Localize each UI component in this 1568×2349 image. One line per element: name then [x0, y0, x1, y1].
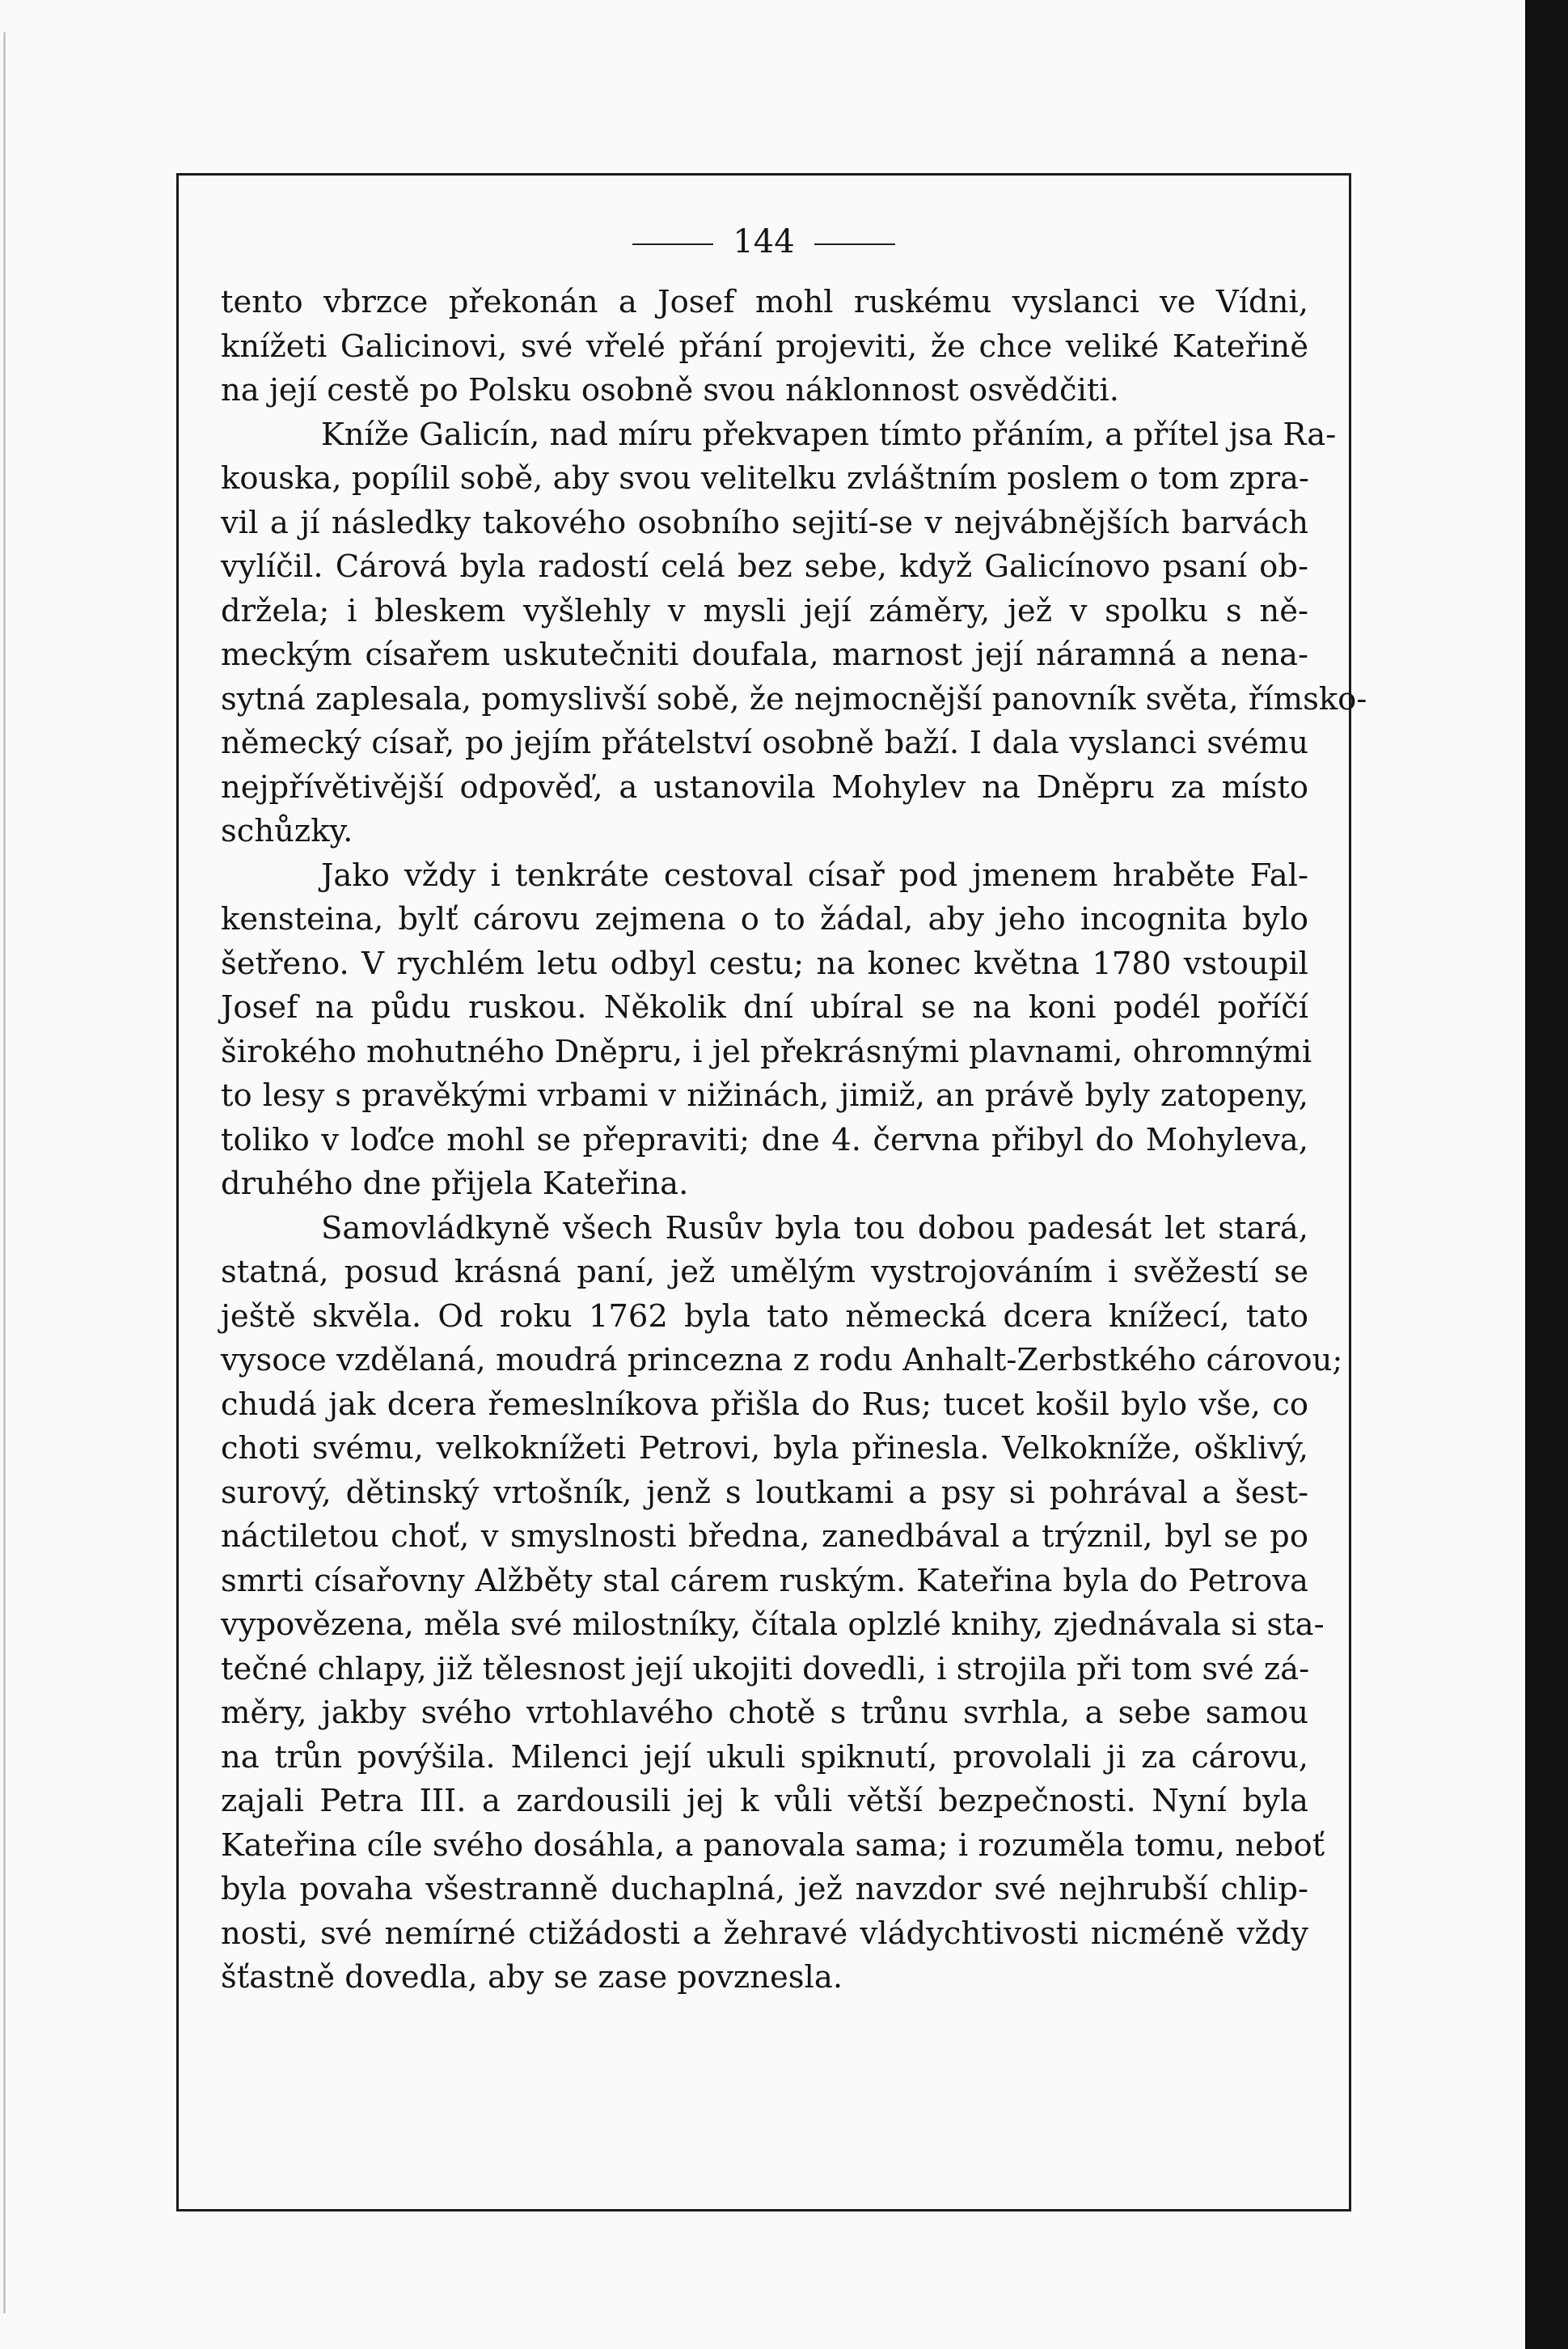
text-line: Kníže Galicín, nad míru překvapen tímto přáním, a přítel jsa Ra-	[321, 416, 1337, 453]
text-line: Jako vždy i tenkráte cestoval císař pod jmenem hraběte Fal-	[321, 857, 1308, 894]
text-line: surový, dětinský vrtošník, jenž s loutkami a psy si pohrával a šest-	[221, 1474, 1308, 1511]
text-line: měry, jakby svého vrtohlavého chotě s trůnu svrhla, a sebe samou	[221, 1695, 1308, 1731]
text-line: druhého dne přijela Kateřina.	[221, 1166, 689, 1202]
text-line: držela; i bleskem vyšlehly v mysli její záměry, jež v spolku s ně-	[221, 592, 1308, 629]
paragraph	[221, 854, 1312, 1207]
text-line: byla povaha všestranně duchaplná, jež navzdor své nejhrubší chlip-	[221, 1871, 1308, 1907]
right-dash	[814, 243, 895, 245]
text-line: Kateřina cíle svého dosáhla, a panovala sama; i rozuměla tomu, neboť	[221, 1826, 1325, 1864]
text-line: Josef na půdu ruskou. Několik dní ubíral se na koni podél poříčí	[221, 989, 1308, 1026]
paragraph	[221, 1207, 1343, 2000]
text-line: vysoce vzdělaná, moudrá princezna z rodu Anhalt-Zerbstkého cárovou;	[221, 1342, 1343, 1378]
left-edge-mark	[3, 32, 6, 2313]
text-line: tečné chlapy, již tělesnost její ukojiti dovedli, i strojila při tom své zá-	[221, 1650, 1310, 1687]
left-dash	[632, 243, 713, 245]
text-line: sytná zaplesala, pomyslivší sobě, že nejmocnější panovník světa, římsko-	[221, 680, 1367, 717]
text-line: zajali Petra III. a zardousili jej k vůli větší bezpečnosti. Nyní byla	[221, 1783, 1308, 1819]
text-line: chudá jak dcera řemeslníkova přišla do Rus; tucet košil bylo vše, co	[221, 1386, 1308, 1423]
body-text	[221, 281, 1367, 2000]
paragraph	[221, 413, 1367, 854]
text-line: smrti císařovny Alžběty stal cárem ruským. Kateřina byla do Petrova	[221, 1562, 1308, 1599]
text-line: meckým císařem uskutečniti doufala, marnost její náramná a nena-	[221, 637, 1308, 673]
text-line: to lesy s pravěkými vrbami v nižinách, jimiž, an právě byly zatopeny,	[221, 1077, 1308, 1114]
text-line: schůzky.	[221, 813, 353, 849]
paragraph	[221, 281, 1308, 413]
text-line: Samovládkyně všech Rusův byla tou dobou padesát let stará,	[321, 1209, 1308, 1246]
text-line: na její cestě po Polsku osobně svou náklonnost osvědčiti.	[221, 372, 1119, 408]
page-number: 144	[733, 223, 795, 260]
text-line: knížeti Galicinovi, své vřelé přání projeviti, že chce veliké Kateřině	[221, 328, 1308, 365]
text-line: nosti, své nemírné ctižádosti a žehravé vládychtivosti nicméně vždy	[221, 1915, 1308, 1952]
text-line: šťastně dovedla, aby se zase povznesla.	[221, 1959, 843, 1996]
text-line: statná, posud krásná paní, jež umělým vystrojováním i svěžestí se	[221, 1254, 1308, 1290]
page-header	[179, 222, 1349, 261]
text-line: na trůn povýšila. Milenci její ukuli spiknutí, provolali ji za cárovu,	[221, 1738, 1308, 1776]
text-line: toliko v loďce mohl se přepraviti; dne 4. června přibyl do Mohyleva,	[221, 1121, 1308, 1158]
text-line: kouska, popílil sobě, aby svou velitelku zvláštním poslem o tom zpra-	[221, 460, 1309, 497]
text-line: náctiletou choť, v smyslnosti bředna, zanedbával a trýznil, byl se po	[221, 1518, 1308, 1555]
text-line: kensteina, bylť cárovu zejmena o to žádal, aby jeho incognita bylo	[221, 901, 1308, 937]
text-line: vylíčil. Cárová byla radostí celá bez sebe, když Galicínovo psaní ob-	[221, 548, 1308, 585]
text-line: německý císař, po jejím přátelství osobně baží. I dala vyslanci svému	[221, 725, 1308, 761]
text-line: vil a jí následky takového osobního sejití-se v nejvábnějších barvách	[221, 504, 1308, 541]
text-line: choti svému, velkoknížeti Petrovi, byla přinesla. Velkokníže, ošklivý,	[221, 1430, 1308, 1467]
text-frame	[176, 173, 1367, 2211]
text-line: šetřeno. V rychlém letu odbyl cestu; na konec května 1780 vstoupil	[221, 945, 1308, 982]
text-line: ještě skvěla. Od roku 1762 byla tato německá dcera knížecí, tato	[221, 1297, 1308, 1335]
text-line: nejpřívětivější odpověď, a ustanovila Mohylev na Dněpru za místo	[221, 768, 1308, 806]
text-line: tento vbrzce překonán a Josef mohl ruskému vyslanci ve Vídni,	[221, 284, 1308, 320]
text-line: širokého mohutného Dněpru, i jel překrásnými plavnami, ohromnými	[221, 1033, 1312, 1070]
text-line: vypovězena, měla své milostníky, čítala oplzlé knihy, zjednávala si sta-	[221, 1606, 1325, 1643]
